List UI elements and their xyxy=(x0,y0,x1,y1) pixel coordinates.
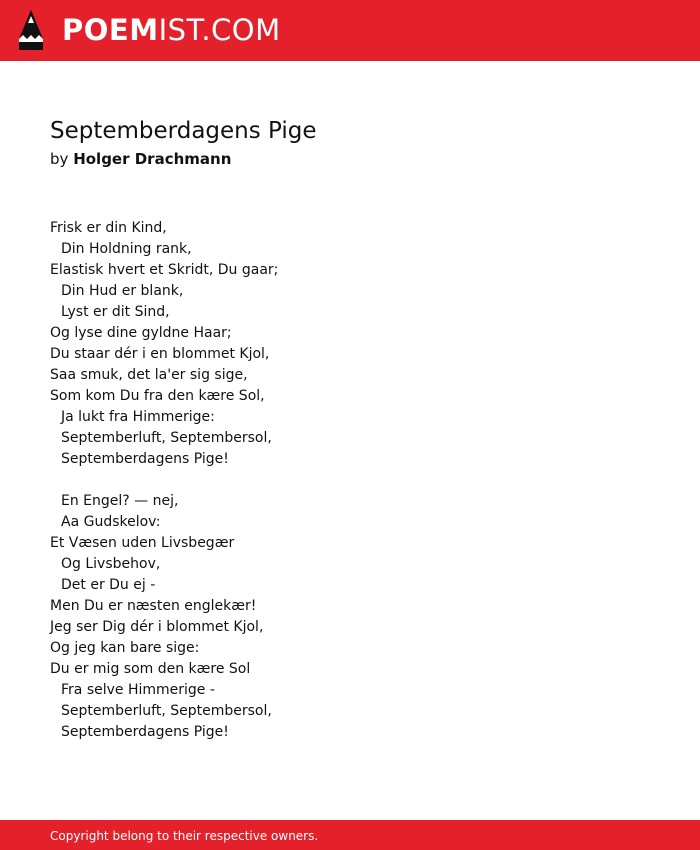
poem-line: Fra selve Himmerige - xyxy=(61,682,215,698)
poem-line: Elastisk hvert et Skridt, Du gaar; xyxy=(50,262,279,278)
poem-line: Som kom Du fra den kære Sol, xyxy=(50,388,265,404)
poem-line: Septemberdagens Pige! xyxy=(61,451,229,467)
byline xyxy=(50,148,231,170)
poem-line: Men Du er næsten englekær! xyxy=(50,598,257,614)
poem-line: Og lyse dine gyldne Haar; xyxy=(50,325,232,341)
poem-line: Septemberdagens Pige! xyxy=(61,724,229,740)
poem-line: Din Hud er blank, xyxy=(61,283,184,299)
brand-bold: POEM xyxy=(62,13,159,47)
poem-line: Og Livsbehov, xyxy=(61,556,161,572)
brand-light: IST.COM xyxy=(158,13,281,47)
poem-line: Frisk er din Kind, xyxy=(50,220,167,236)
copyright-text: Copyright belong to their respective owners. xyxy=(50,829,319,843)
poem-line: Jeg ser Dig dér i blommet Kjol, xyxy=(50,619,264,635)
poem-body xyxy=(50,218,650,743)
poem-line: Du staar dér i en blommet Kjol, xyxy=(50,346,270,362)
poem-line: Aa Gudskelov: xyxy=(61,514,161,530)
site-logo[interactable] xyxy=(62,12,281,48)
poem-title: Septemberdagens Pige xyxy=(50,118,317,144)
poem-line: Du er mig som den kære Sol xyxy=(50,661,251,677)
poem-line: Saa smuk, det la'er sig sige, xyxy=(50,367,248,383)
pencil-icon[interactable] xyxy=(17,9,45,51)
poem-line: Septemberluft, Septembersol, xyxy=(61,703,272,719)
poem-line: Din Holdning rank, xyxy=(61,241,192,257)
author-name[interactable]: Holger Drachmann xyxy=(73,150,232,168)
poem-line: Det er Du ej - xyxy=(61,577,156,593)
site-footer xyxy=(0,820,700,850)
site-header xyxy=(0,0,700,61)
poem-line: Et Væsen uden Livsbegær xyxy=(50,535,235,551)
poem-line: En Engel? — nej, xyxy=(61,493,179,509)
poem-line: Ja lukt fra Himmerige: xyxy=(61,409,215,425)
poem-line: Septemberluft, Septembersol, xyxy=(61,430,272,446)
poem-line: Og jeg kan bare sige: xyxy=(50,640,200,656)
by-label: by xyxy=(50,150,69,168)
poem-line: Lyst er dit Sind, xyxy=(61,304,170,320)
stanza-break xyxy=(50,470,650,491)
